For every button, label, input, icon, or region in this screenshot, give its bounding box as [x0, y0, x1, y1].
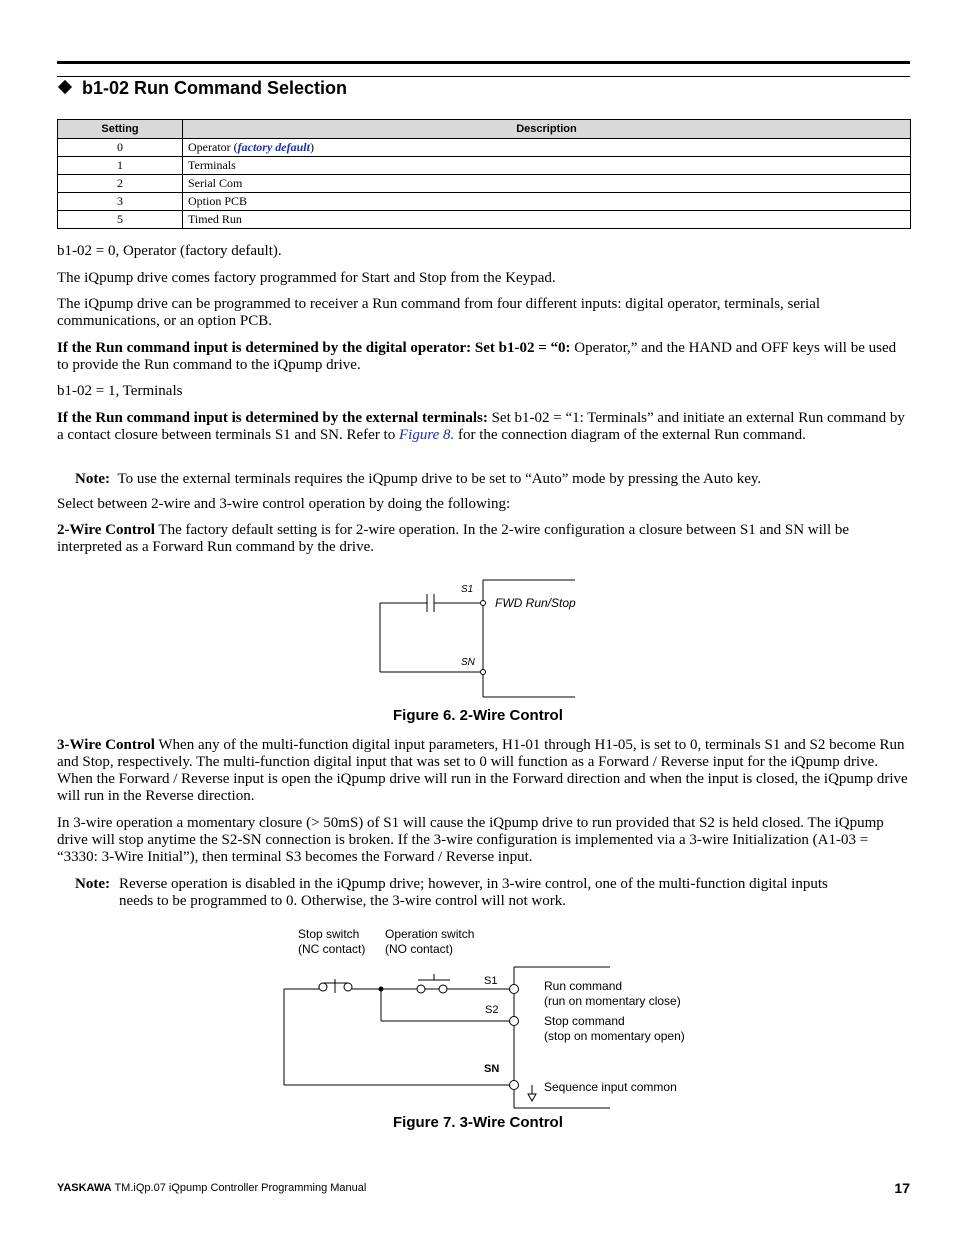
setting-cell: 1 [58, 157, 183, 175]
figure-7-caption: Figure 7. 3-Wire Control [393, 1114, 563, 1131]
paragraph-external-terminals [57, 410, 910, 444]
description-cell: Serial Com [183, 175, 911, 193]
label-run-momentary-close: (run on momentary close) [544, 994, 681, 1008]
label-run-command: Run command [544, 979, 623, 993]
stop-switch-contact-right [344, 983, 352, 991]
table-row [58, 175, 911, 193]
table-header-row [58, 120, 911, 139]
setting-cell: 0 [58, 139, 183, 157]
stop-switch-contact-left [319, 983, 327, 991]
paragraph-3-wire-operation: In 3-wire operation a momentary closure (> 50mS) of S1 will cause the iQpump drive to run provided that S2 is held closed. The iQpump drive will stop anytime the S2-SN connection is broken. If the 3-wire configuration is implemented via a 3-wire Initialization (A1-03 = “3330: 3-Wire Initial”), then terminal S3 becomes the Forward / Reverse input. [57, 815, 884, 865]
figure-6-caption: Figure 6. 2-Wire Control [393, 707, 563, 724]
note-auto-mode [75, 471, 910, 488]
label-nc-contact: (NC contact) [298, 942, 366, 956]
setting-cell: 2 [58, 175, 183, 193]
paragraph-select-control: Select between 2-wire and 3-wire control operation by doing the following: [57, 496, 511, 512]
bold-lead: 2-Wire Control [57, 522, 155, 538]
terminal-s2-node [510, 1017, 519, 1026]
paragraph-text: Set b1-02 = “1: Terminals” and initiate an external Run command by a contact closure between terminals S1 and SN. Refer to [57, 410, 905, 443]
section-title: b1-02 Run Command Selection [82, 78, 348, 98]
terminal-sn-node [510, 1081, 519, 1090]
label-stop-momentary-open: (stop on momentary open) [544, 1029, 685, 1043]
factory-default-link[interactable]: factory default [237, 140, 310, 154]
paragraph-text: Operator,” and the HAND and OFF keys will be used to provide the Run command to the iQpump drive. [57, 340, 897, 373]
note-text: Reverse operation is disabled in the iQpump drive; however, in 3-wire control, one of the multi-function digital inputs needs to be programmed to 0. Otherwise, the 3-wire control will not work. [119, 876, 828, 909]
note-reverse-disabled [75, 876, 910, 910]
label-s2: S2 [485, 1004, 499, 1016]
note-label: Note: [75, 471, 110, 487]
label-no-contact: (NO contact) [385, 942, 454, 956]
paragraph-text: When any of the multi-function digital input parameters, H1-01 through H1-05, is set to 0, terminals S1 and S2 become Run and Stop, respectively. The multi-function digital input that was set to 0 will function as a Forward / Reverse input for the iQpump drive. When the Forward / Reverse input is open the iQpump drive will run in the Forward direction and when the input is closed, the iQpump drive will run in the Reverse direction. [57, 737, 908, 804]
setting-cell: 5 [58, 211, 183, 229]
note-label: Note: [75, 876, 110, 892]
footer-brand: YASKAWA [57, 1182, 112, 1194]
paragraph-terminals: b1-02 = 1, Terminals [57, 383, 183, 399]
figure-7-diagram [280, 920, 710, 1115]
section-heading [57, 78, 347, 99]
figure-8-link[interactable]: Figure 8. [398, 427, 455, 443]
bold-lead: 3-Wire Control [57, 737, 155, 753]
diamond-bullet-icon [58, 80, 72, 94]
bold-lead: If the Run command input is determined by the digital operator: Set b1-02 = “0: [57, 340, 571, 356]
operation-switch-contact-left [417, 985, 425, 993]
label-sequence-common: Sequence input common [544, 1080, 677, 1094]
operation-switch-contact-right [439, 985, 447, 993]
top-rule-thick [57, 61, 910, 64]
label-s1: S1 [484, 975, 498, 987]
table-row [58, 139, 911, 157]
terminal-s1-node [510, 985, 519, 994]
label-stop-command: Stop command [544, 1014, 625, 1028]
label-s1: S1 [461, 584, 474, 595]
setting-cell: 3 [58, 193, 183, 211]
page-number: 17 [894, 1180, 910, 1196]
settings-table [57, 119, 911, 229]
footer [57, 1182, 366, 1194]
paragraph-text: The factory default setting is for 2-wire operation. In the 2-wire configuration a closure between S1 and SN will be interpreted as a Forward Run command by the drive. [57, 522, 850, 555]
top-rule-thin [57, 76, 910, 77]
paragraph-2-wire [57, 522, 910, 556]
description-text-end: ) [309, 140, 314, 154]
label-sn: SN [461, 657, 475, 668]
paragraph-digital-operator [57, 340, 910, 374]
paragraph-text-end: for the connection diagram of the external Run command. [454, 427, 806, 443]
description-cell [183, 139, 911, 157]
label-stop-switch: Stop switch [298, 927, 360, 941]
description-cell: Terminals [183, 157, 911, 175]
paragraph-3-wire [57, 737, 910, 805]
table-row [58, 193, 911, 211]
paragraph-run-inputs: The iQpump drive can be programmed to receiver a Run command from four different inputs: digital operator, terminals, serial communications, or an option PCB. [57, 296, 821, 329]
table-row [58, 211, 911, 229]
terminal-s1-node [481, 601, 486, 606]
paragraph-factory-keypad: The iQpump drive comes factory programmed for Start and Stop from the Keypad. [57, 270, 556, 286]
description-text: Operator ( [188, 140, 238, 154]
footer-manual-title: TM.iQp.07 iQpump Controller Programming Manual [111, 1182, 367, 1194]
description-cell: Timed Run [183, 211, 911, 229]
junction-dot [379, 987, 384, 992]
table-row [58, 157, 911, 175]
label-fwd-run-stop: FWD Run/Stop [495, 596, 576, 610]
paragraph-operator-default: b1-02 = 0, Operator (factory default). [57, 243, 282, 259]
label-operation-switch: Operation switch [385, 927, 475, 941]
terminal-sn-node [481, 670, 486, 675]
figure-6-diagram [370, 575, 585, 705]
note-text: To use the external terminals requires the iQpump drive to be set to “Auto” mode by pressing the Auto key. [117, 471, 762, 487]
header-description: Description [183, 120, 911, 139]
bold-lead: If the Run command input is determined by the external terminals: [57, 410, 488, 426]
description-cell: Option PCB [183, 193, 911, 211]
header-setting: Setting [58, 120, 183, 139]
label-sn: SN [484, 1063, 500, 1075]
ground-arrow-icon [528, 1094, 536, 1101]
